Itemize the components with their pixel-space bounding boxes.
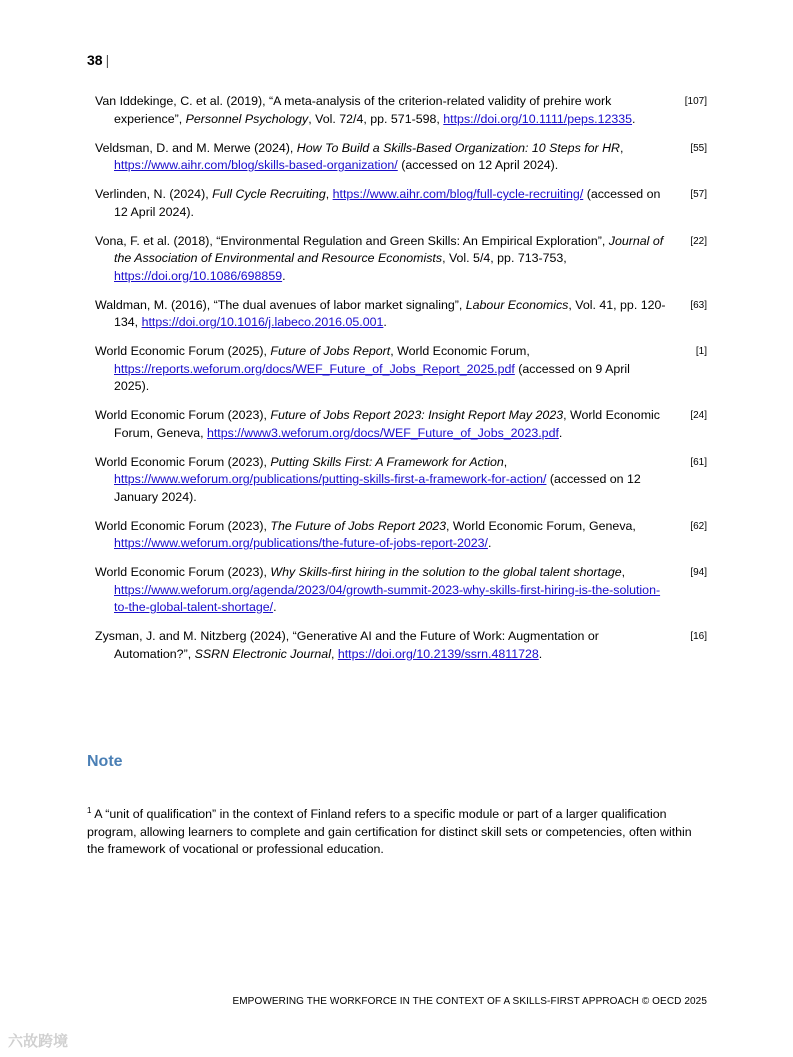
reference-list xyxy=(95,93,707,675)
reference-text: . xyxy=(282,268,286,283)
reference-text: . xyxy=(383,315,387,329)
reference-text: . xyxy=(273,600,277,614)
page-number-value: 38 xyxy=(87,52,103,68)
reference-title: Full Cycle Recruiting xyxy=(212,187,326,201)
reference-link[interactable]: https://doi.org/10.1016/j.labeco.2016.05.001 xyxy=(141,315,384,329)
reference-text: . xyxy=(538,646,543,661)
page-number-separator: | xyxy=(105,52,110,68)
reference-text: World Economic Forum (2023), xyxy=(95,565,271,579)
reference-title: How To Build a Skills-Based Organization: 10 Steps for HR xyxy=(296,140,621,155)
reference-link[interactable]: https://www.weforum.org/publications/putting-skills-first-a-framework-for-action/ xyxy=(114,472,547,486)
reference-link[interactable]: https://www.aihr.com/blog/full-cycle-recruiting/ xyxy=(332,187,584,201)
reference-text: Waldman, M. (2016), “The dual avenues of labor market signaling”, xyxy=(95,297,466,312)
reference-number: [63] xyxy=(690,299,707,311)
reference-text: (accessed on 12 April 2024). xyxy=(397,158,559,172)
reference-item xyxy=(95,454,707,507)
reference-number: [22] xyxy=(690,235,707,247)
reference-text: (accessed on 12 January 2024). xyxy=(114,472,641,504)
reference-text: Veldsman, D. and M. Merwe (2024), xyxy=(95,140,297,155)
reference-number: [24] xyxy=(690,410,707,421)
reference-text: World Economic Forum (2023), xyxy=(95,408,271,422)
reference-text: Vona, F. et al. (2018), “Environmental Regulation and Green Skills: An Empirical Exploration”, xyxy=(95,233,609,248)
reference-number: [55] xyxy=(690,142,707,154)
reference-link[interactable]: https://www.weforum.org/agenda/2023/04/growth-summit-2023-why-skills-first-hiring-is-the-solution-to-the-global-talent-shortage/ xyxy=(114,582,661,614)
reference-number: [1] xyxy=(695,346,707,357)
reference-text: , xyxy=(330,646,338,661)
reference-text: Verlinden, N. (2024), xyxy=(95,187,213,201)
reference-text: Zysman, J. and M. Nitzberg (2024), “Generative AI and the Future of Work: Augmentation or Automation?”, xyxy=(95,629,599,661)
reference-text: . xyxy=(632,111,636,126)
reference-text: (accessed on 9 April 2025). xyxy=(114,361,630,393)
reference-item xyxy=(95,297,707,332)
footnote-text: A “unit of qualification” in the context of Finland refers to a specific module or part of a larger qualification program, allowing learners to complete and gain certification for distinct skill sets or competencies, often within the framework of vocational or professional education. xyxy=(87,807,692,856)
footnote xyxy=(87,806,707,859)
reference-link[interactable]: https://www.aihr.com/blog/skills-based-organization/ xyxy=(114,158,398,172)
reference-text: World Economic Forum (2023), xyxy=(95,518,271,533)
reference-text: , Vol. 72/4, pp. 571-598, xyxy=(308,111,444,126)
reference-text: . xyxy=(487,536,492,550)
reference-title: The Future of Jobs Report 2023 xyxy=(270,518,447,533)
reference-title: SSRN Electronic Journal xyxy=(194,646,331,661)
reference-item xyxy=(95,140,707,175)
page-footer: EMPOWERING THE WORKFORCE IN THE CONTEXT OF A SKILLS-FIRST APPROACH © OECD 2025 xyxy=(232,996,707,1007)
reference-link[interactable]: https://reports.weforum.org/docs/WEF_Future_of_Jobs_Report_2025.pdf xyxy=(114,361,515,376)
reference-title: Putting Skills First: A Framework for Action xyxy=(270,454,504,469)
reference-text: , xyxy=(620,140,624,155)
reference-text: , xyxy=(325,187,333,201)
reference-text: , xyxy=(621,565,626,579)
page-number xyxy=(87,52,109,68)
reference-link[interactable]: https://doi.org/10.1111/peps.12335 xyxy=(443,111,633,126)
reference-item xyxy=(95,343,707,396)
reference-text: World Economic Forum (2023), xyxy=(95,454,271,469)
reference-item xyxy=(95,407,707,442)
reference-text: , Vol. 41, pp. 120-134, xyxy=(114,297,666,329)
reference-text: , xyxy=(503,454,508,469)
reference-text: World Economic Forum (2025), xyxy=(95,344,271,358)
reference-number: [16] xyxy=(690,631,707,642)
reference-item xyxy=(95,233,707,286)
reference-text: , World Economic Forum, xyxy=(390,344,530,358)
reference-title: Journal of the Association of Environmental and Resource Economists xyxy=(114,233,664,265)
reference-text: , World Economic Forum, Geneva, xyxy=(446,518,636,533)
reference-number: [94] xyxy=(690,567,707,578)
reference-item xyxy=(95,518,707,553)
reference-link[interactable]: https://doi.org/10.2139/ssrn.4811728 xyxy=(337,646,539,661)
reference-number: [107] xyxy=(684,96,707,107)
reference-title: Future of Jobs Report 2023: Insight Report May 2023 xyxy=(270,408,564,422)
reference-text: , World Economic Forum, Geneva, xyxy=(114,408,660,440)
reference-number: [57] xyxy=(690,189,707,200)
reference-text: , Vol. 5/4, pp. 713-753, xyxy=(442,251,567,265)
watermark-logo: 六故跨境 xyxy=(8,1033,69,1050)
reference-text: (accessed on 12 April 2024). xyxy=(114,187,661,219)
reference-item xyxy=(95,564,707,617)
note-heading: Note xyxy=(87,753,123,770)
reference-link[interactable]: https://www3.weforum.org/docs/WEF_Future_of_Jobs_2023.pdf xyxy=(206,425,559,440)
reference-item xyxy=(95,628,707,663)
reference-item xyxy=(95,186,707,221)
reference-title: Personnel Psychology xyxy=(185,111,309,126)
reference-text: Van Iddekinge, C. et al. (2019), “A meta-analysis of the criterion-related validity of prehire work experience”, xyxy=(95,94,612,126)
reference-link[interactable]: https://doi.org/10.1086/698859 xyxy=(114,268,283,283)
reference-text: . xyxy=(558,425,563,440)
reference-title: Labour Economics xyxy=(465,297,569,312)
reference-number: [62] xyxy=(690,520,707,532)
footnote-marker: 1 xyxy=(87,805,92,815)
reference-title: Why Skills-first hiring in the solution to the global talent shortage xyxy=(270,565,622,579)
reference-title: Future of Jobs Report xyxy=(270,344,391,358)
reference-item xyxy=(95,93,707,128)
reference-link[interactable]: https://www.weforum.org/publications/the-future-of-jobs-report-2023/ xyxy=(114,536,488,550)
reference-number: [61] xyxy=(690,456,707,468)
